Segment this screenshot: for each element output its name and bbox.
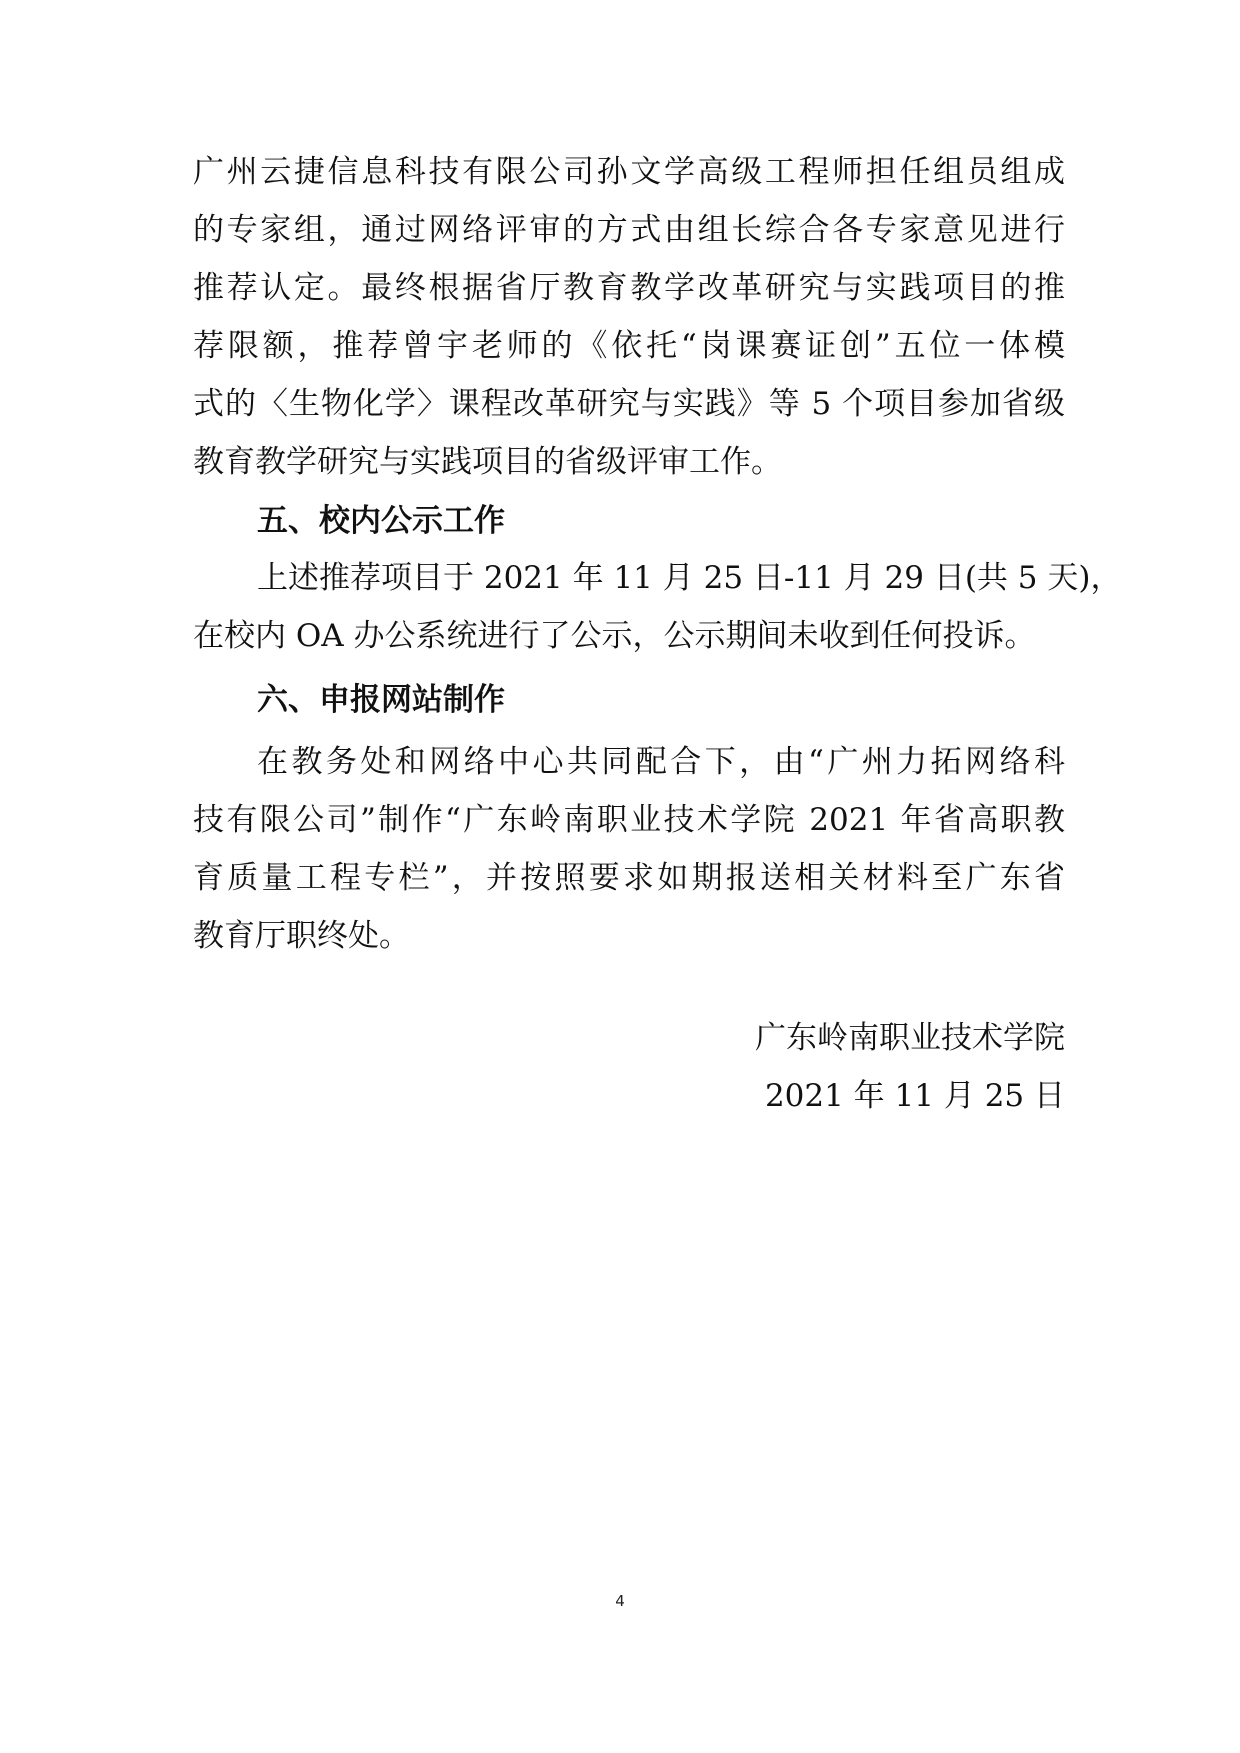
paragraph-line: 式的〈生物化学〉课程改革研究与实践》等 5 个项目参加省级 <box>193 386 1065 422</box>
section-heading-website: 六、申报网站制作 <box>257 682 505 718</box>
paragraph-line: 技有限公司”制作“广东岭南职业技术学院 2021 年省高职教 <box>193 802 1065 838</box>
paragraph-line: 荐限额，推荐曾宇老师的《依托“岗课赛证创”五位一体模 <box>193 328 1065 364</box>
paragraph-line: 在教务处和网络中心共同配合下，由“广州力拓网络科 <box>257 744 1065 780</box>
paragraph-line: 育质量工程专栏”，并按照要求如期报送相关材料至广东省 <box>193 860 1065 896</box>
paragraph-line: 在校内 OA 办公系统进行了公示，公示期间未收到任何投诉。 <box>193 618 1036 654</box>
paragraph-line: 推荐认定。最终根据省厅教育教学改革研究与实践项目的推 <box>193 270 1065 306</box>
signature-date: 2021 年 11 月 25 日 <box>764 1078 1065 1114</box>
paragraph-line: 教育教学研究与实践项目的省级评审工作。 <box>193 444 782 480</box>
signature-organization: 广东岭南职业技术学院 <box>755 1020 1065 1056</box>
paragraph-line: 的专家组，通过网络评审的方式由组长综合各专家意见进行 <box>193 212 1065 248</box>
paragraph-line: 上述推荐项目于 2021 年 11 月 25 日-11 月 29 日(共 5 天)， <box>257 560 1122 596</box>
paragraph-line: 广州云捷信息科技有限公司孙文学高级工程师担任组员组成 <box>193 154 1065 190</box>
page-number: 4 <box>615 1592 625 1610</box>
section-heading-publicity: 五、校内公示工作 <box>257 503 505 539</box>
paragraph-line: 教育厅职终处。 <box>193 918 410 954</box>
